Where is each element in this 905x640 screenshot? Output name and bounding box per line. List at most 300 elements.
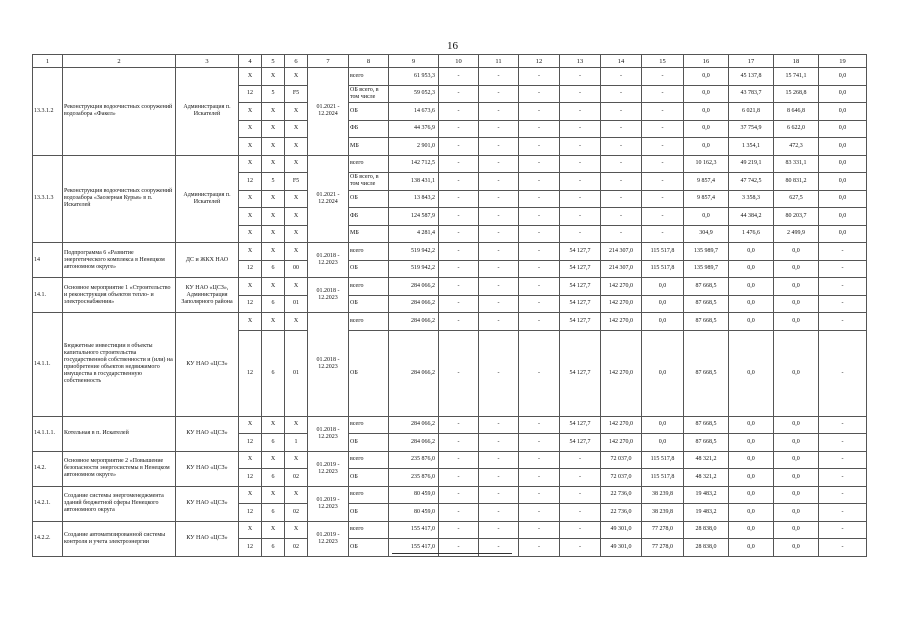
amount-2018: 22 736,0: [601, 486, 642, 504]
section-code: 6: [262, 260, 285, 278]
column-number-row: [33, 55, 867, 68]
amount-2015: -: [479, 173, 519, 191]
table-row: [33, 521, 867, 539]
article-code: X: [285, 313, 308, 331]
amount-2018: 214 307,0: [601, 243, 642, 261]
section-code: X: [262, 68, 285, 86]
amount-total: 155 417,0: [389, 521, 439, 539]
row-executor: КУ НАО «ЦСЗ»: [176, 451, 239, 486]
amount-2022: 0,0: [774, 521, 819, 539]
amount-2016: -: [519, 278, 560, 296]
amount-2018: -: [601, 225, 642, 243]
amount-2023: -: [819, 243, 867, 261]
amount-2019: -: [642, 103, 684, 121]
amount-2022: 0,0: [774, 295, 819, 313]
amount-2022: 0,0: [774, 434, 819, 452]
amount-2019: -: [642, 173, 684, 191]
article-code: X: [285, 138, 308, 156]
amount-2016: -: [519, 155, 560, 173]
amount-2021: 6 021,8: [729, 103, 774, 121]
amount-2021: 37 754,9: [729, 120, 774, 138]
amount-2021: 0,0: [729, 313, 774, 331]
amount-2016: -: [519, 451, 560, 469]
table-row: [33, 313, 867, 331]
row-executor: Администрация п. Искателей: [176, 155, 239, 243]
amount-2015: -: [479, 243, 519, 261]
grbs-code: X: [239, 416, 262, 434]
amount-2019: 0,0: [642, 313, 684, 331]
amount-2018: -: [601, 120, 642, 138]
amount-2022: 0,0: [774, 243, 819, 261]
article-code: X: [285, 208, 308, 226]
grbs-code: X: [239, 120, 262, 138]
column-number: 13: [560, 55, 601, 68]
amount-2020: 0,0: [684, 85, 729, 103]
amount-total: 235 876,0: [389, 469, 439, 487]
amount-2023: 0,0: [819, 155, 867, 173]
article-code: 02: [285, 539, 308, 557]
amount-2017: -: [560, 85, 601, 103]
amount-2023: -: [819, 539, 867, 557]
amount-2014: -: [439, 539, 479, 557]
amount-2020: 135 989,7: [684, 260, 729, 278]
article-code: 01: [285, 330, 308, 416]
row-code: 14.2.1.: [33, 486, 63, 521]
amount-2021: 1 354,1: [729, 138, 774, 156]
column-number: 2: [63, 55, 176, 68]
row-name: Бюджетные инвестиции в объекты капитального строительства государственной собственности и (или) на приобретение объектов недвижимого имущества в государственную собственность: [63, 313, 176, 417]
amount-2019: 115 517,8: [642, 243, 684, 261]
amount-2018: -: [601, 85, 642, 103]
column-number: 6: [285, 55, 308, 68]
amount-2022: 0,0: [774, 278, 819, 296]
row-executor: Администрация п. Искателей: [176, 68, 239, 156]
amount-2016: -: [519, 190, 560, 208]
amount-2020: 304,9: [684, 225, 729, 243]
amount-2016: -: [519, 434, 560, 452]
amount-2019: -: [642, 68, 684, 86]
column-number: 3: [176, 55, 239, 68]
amount-2016: -: [519, 120, 560, 138]
amount-2019: 0,0: [642, 330, 684, 416]
amount-2020: 87 668,5: [684, 330, 729, 416]
amount-2017: -: [560, 103, 601, 121]
amount-2014: -: [439, 504, 479, 522]
grbs-code: 12: [239, 330, 262, 416]
article-code: 02: [285, 504, 308, 522]
amount-total: 284 066,2: [389, 295, 439, 313]
amount-2021: 3 358,3: [729, 190, 774, 208]
amount-2015: -: [479, 313, 519, 331]
amount-2021: 0,0: [729, 330, 774, 416]
amount-2020: 87 668,5: [684, 434, 729, 452]
table-row: [33, 243, 867, 261]
amount-2018: 142 270,0: [601, 295, 642, 313]
amount-2015: -: [479, 521, 519, 539]
row-executor: ДС и ЖКХ НАО: [176, 243, 239, 278]
amount-2021: 43 783,7: [729, 85, 774, 103]
amount-2020: 0,0: [684, 120, 729, 138]
amount-2019: 115 517,8: [642, 451, 684, 469]
amount-2016: -: [519, 103, 560, 121]
amount-2022: 627,5: [774, 190, 819, 208]
amount-2017: -: [560, 225, 601, 243]
amount-2015: -: [479, 469, 519, 487]
amount-2019: -: [642, 120, 684, 138]
section-code: X: [262, 103, 285, 121]
column-number: 17: [729, 55, 774, 68]
amount-total: 519 942,2: [389, 260, 439, 278]
column-number: 4: [239, 55, 262, 68]
grbs-code: 12: [239, 85, 262, 103]
amount-2019: -: [642, 190, 684, 208]
amount-2015: -: [479, 103, 519, 121]
amount-2014: -: [439, 85, 479, 103]
funding-source: ОБ всего, в том числе: [349, 85, 389, 103]
section-code: X: [262, 243, 285, 261]
amount-2018: -: [601, 190, 642, 208]
amount-2015: -: [479, 260, 519, 278]
article-code: X: [285, 416, 308, 434]
row-executor: КУ НАО «ЦСЗ», Администрация Заполярного района: [176, 278, 239, 313]
column-number: 18: [774, 55, 819, 68]
table-row: [33, 68, 867, 86]
amount-total: 284 066,2: [389, 330, 439, 416]
article-code: X: [285, 155, 308, 173]
funding-source: ОБ: [349, 504, 389, 522]
column-number: 16: [684, 55, 729, 68]
amount-2019: 77 278,0: [642, 521, 684, 539]
article-code: X: [285, 243, 308, 261]
amount-2015: -: [479, 138, 519, 156]
amount-2021: 0,0: [729, 504, 774, 522]
funding-source: МБ: [349, 138, 389, 156]
grbs-code: X: [239, 243, 262, 261]
grbs-code: X: [239, 313, 262, 331]
article-code: 01: [285, 295, 308, 313]
amount-2016: -: [519, 138, 560, 156]
amount-2016: -: [519, 539, 560, 557]
grbs-code: X: [239, 190, 262, 208]
amount-2017: -: [560, 138, 601, 156]
amount-2019: 77 278,0: [642, 539, 684, 557]
amount-2020: 0,0: [684, 68, 729, 86]
article-code: X: [285, 103, 308, 121]
amount-2019: -: [642, 208, 684, 226]
amount-2017: -: [560, 120, 601, 138]
table-row: [33, 155, 867, 173]
amount-total: 2 901,0: [389, 138, 439, 156]
amount-2016: -: [519, 68, 560, 86]
row-code: 13.3.1.3: [33, 155, 63, 243]
column-number: 8: [349, 55, 389, 68]
amount-2018: 142 270,0: [601, 416, 642, 434]
amount-2016: -: [519, 85, 560, 103]
row-name: Основное мероприятие 2 «Повышение безопасности энергосистемы в Ненецком автономном округе»: [63, 451, 176, 486]
table-row: [33, 416, 867, 434]
amount-2018: -: [601, 208, 642, 226]
amount-2016: -: [519, 521, 560, 539]
amount-2017: -: [560, 521, 601, 539]
amount-2021: 0,0: [729, 486, 774, 504]
amount-2020: 87 668,5: [684, 416, 729, 434]
amount-2017: 54 127,7: [560, 295, 601, 313]
amount-2019: -: [642, 225, 684, 243]
amount-total: 14 673,6: [389, 103, 439, 121]
amount-2019: -: [642, 138, 684, 156]
amount-2020: 87 668,5: [684, 313, 729, 331]
column-number: 14: [601, 55, 642, 68]
amount-2022: 2 499,9: [774, 225, 819, 243]
section-code: X: [262, 155, 285, 173]
funding-source: всего: [349, 155, 389, 173]
amount-2017: -: [560, 451, 601, 469]
amount-2014: -: [439, 260, 479, 278]
row-code: 14.1.1.1.: [33, 416, 63, 451]
row-code: 14.1.1.: [33, 313, 63, 417]
amount-2014: -: [439, 486, 479, 504]
amount-2022: 0,0: [774, 260, 819, 278]
article-code: X: [285, 451, 308, 469]
grbs-code: X: [239, 521, 262, 539]
amount-2018: 142 270,0: [601, 330, 642, 416]
amount-2023: -: [819, 313, 867, 331]
section-code: X: [262, 120, 285, 138]
funding-source: ОБ: [349, 469, 389, 487]
grbs-code: 12: [239, 295, 262, 313]
section-code: X: [262, 486, 285, 504]
amount-2017: 54 127,7: [560, 243, 601, 261]
amount-total: 284 066,2: [389, 416, 439, 434]
funding-source: МБ: [349, 225, 389, 243]
amount-2015: -: [479, 486, 519, 504]
amount-2018: -: [601, 138, 642, 156]
amount-2018: 72 037,0: [601, 469, 642, 487]
amount-2014: -: [439, 243, 479, 261]
row-name: Основное мероприятие 1 «Строительство и реконструкция объектов тепло- и электроснабжения»: [63, 278, 176, 313]
amount-2019: 0,0: [642, 295, 684, 313]
amount-2014: -: [439, 330, 479, 416]
amount-2014: -: [439, 68, 479, 86]
amount-total: 519 942,2: [389, 243, 439, 261]
table-body: [33, 55, 867, 557]
amount-2021: 47 742,5: [729, 173, 774, 191]
amount-2023: -: [819, 486, 867, 504]
grbs-code: 12: [239, 434, 262, 452]
funding-source: всего: [349, 521, 389, 539]
table-row: [33, 451, 867, 469]
row-code: 13.3.1.2: [33, 68, 63, 156]
amount-2015: -: [479, 208, 519, 226]
amount-2018: -: [601, 155, 642, 173]
section-code: X: [262, 521, 285, 539]
amount-2022: 0,0: [774, 504, 819, 522]
row-code: 14.1.: [33, 278, 63, 313]
amount-2021: 0,0: [729, 278, 774, 296]
row-name: Подпрограмма 6 «Развитие энергетического комплекса в Ненецком автономном округе»: [63, 243, 176, 278]
grbs-code: 12: [239, 260, 262, 278]
amount-2016: -: [519, 243, 560, 261]
column-number: 15: [642, 55, 684, 68]
amount-2021: 0,0: [729, 416, 774, 434]
amount-2020: 48 321,2: [684, 469, 729, 487]
funding-source: всего: [349, 278, 389, 296]
amount-2014: -: [439, 173, 479, 191]
amount-2020: 28 838,0: [684, 521, 729, 539]
grbs-code: X: [239, 486, 262, 504]
amount-2016: -: [519, 295, 560, 313]
section-code: 6: [262, 539, 285, 557]
row-name: Реконструкция водоочистных сооружений водозабора «Заозерная Курья» в п. Искателей: [63, 155, 176, 243]
column-number: 10: [439, 55, 479, 68]
amount-2014: -: [439, 416, 479, 434]
amount-2015: -: [479, 434, 519, 452]
amount-2015: -: [479, 330, 519, 416]
amount-2021: 0,0: [729, 469, 774, 487]
amount-2017: 54 127,7: [560, 416, 601, 434]
funding-source: ОБ всего, в том числе: [349, 173, 389, 191]
amount-2022: 0,0: [774, 469, 819, 487]
row-executor: КУ НАО «ЦСЗ»: [176, 416, 239, 451]
amount-2023: -: [819, 434, 867, 452]
section-code: X: [262, 313, 285, 331]
amount-2019: 38 239,8: [642, 504, 684, 522]
section-code: X: [262, 190, 285, 208]
amount-2022: 80 203,7: [774, 208, 819, 226]
period-cell: 01.2019 - 12.2023: [308, 486, 349, 521]
amount-2017: 54 127,7: [560, 434, 601, 452]
amount-2019: -: [642, 155, 684, 173]
amount-2023: -: [819, 521, 867, 539]
section-code: X: [262, 225, 285, 243]
amount-2023: 0,0: [819, 68, 867, 86]
amount-2022: 15 741,1: [774, 68, 819, 86]
amount-2016: -: [519, 208, 560, 226]
amount-2023: 0,0: [819, 208, 867, 226]
amount-2023: 0,0: [819, 85, 867, 103]
amount-2014: -: [439, 190, 479, 208]
period-cell: 01.2018 - 12.2023: [308, 278, 349, 313]
amount-2017: 54 127,7: [560, 278, 601, 296]
column-number: 9: [389, 55, 439, 68]
amount-2016: -: [519, 504, 560, 522]
amount-2021: 0,0: [729, 539, 774, 557]
amount-2023: 0,0: [819, 120, 867, 138]
amount-2020: 0,0: [684, 208, 729, 226]
amount-2019: 0,0: [642, 434, 684, 452]
amount-2018: -: [601, 173, 642, 191]
amount-2016: -: [519, 416, 560, 434]
section-code: 5: [262, 85, 285, 103]
amount-2016: -: [519, 330, 560, 416]
grbs-code: 12: [239, 504, 262, 522]
section-code: 6: [262, 330, 285, 416]
amount-2014: -: [439, 103, 479, 121]
amount-2020: 0,0: [684, 138, 729, 156]
funding-source: ОБ: [349, 434, 389, 452]
grbs-code: X: [239, 103, 262, 121]
amount-total: 80 459,0: [389, 504, 439, 522]
amount-2015: -: [479, 295, 519, 313]
section-code: X: [262, 451, 285, 469]
amount-2021: 45 137,8: [729, 68, 774, 86]
amount-2017: -: [560, 190, 601, 208]
amount-total: 80 459,0: [389, 486, 439, 504]
section-code: X: [262, 278, 285, 296]
amount-2020: 0,0: [684, 103, 729, 121]
section-code: X: [262, 416, 285, 434]
amount-2023: -: [819, 330, 867, 416]
section-code: 6: [262, 469, 285, 487]
period-cell: 01.2018 - 12.2023: [308, 243, 349, 278]
funding-source: ФБ: [349, 208, 389, 226]
grbs-code: X: [239, 155, 262, 173]
amount-2021: 0,0: [729, 451, 774, 469]
section-code: 6: [262, 295, 285, 313]
grbs-code: X: [239, 138, 262, 156]
period-cell: 01.2018 - 12.2023: [308, 313, 349, 417]
amount-total: 44 376,9: [389, 120, 439, 138]
amount-2022: 0,0: [774, 539, 819, 557]
amount-2014: -: [439, 225, 479, 243]
funding-source: ОБ: [349, 330, 389, 416]
amount-2022: 6 622,0: [774, 120, 819, 138]
amount-2018: 22 736,0: [601, 504, 642, 522]
funding-source: всего: [349, 451, 389, 469]
amount-2023: 0,0: [819, 138, 867, 156]
funding-source: ОБ: [349, 295, 389, 313]
amount-2018: 214 307,0: [601, 260, 642, 278]
amount-2014: -: [439, 295, 479, 313]
row-code: 14.2.2.: [33, 521, 63, 556]
amount-2015: -: [479, 155, 519, 173]
funding-source: всего: [349, 243, 389, 261]
amount-2023: 0,0: [819, 190, 867, 208]
budget-table: [32, 54, 867, 557]
article-code: X: [285, 120, 308, 138]
amount-2017: -: [560, 173, 601, 191]
amount-2015: -: [479, 120, 519, 138]
column-number: 5: [262, 55, 285, 68]
grbs-code: X: [239, 278, 262, 296]
funding-source: всего: [349, 486, 389, 504]
column-number: 7: [308, 55, 349, 68]
amount-total: 235 876,0: [389, 451, 439, 469]
amount-2017: 54 127,7: [560, 330, 601, 416]
amount-2017: -: [560, 208, 601, 226]
amount-2014: -: [439, 155, 479, 173]
period-cell: 01.2019 - 12.2023: [308, 521, 349, 556]
amount-2015: -: [479, 190, 519, 208]
amount-2023: -: [819, 295, 867, 313]
amount-2015: -: [479, 416, 519, 434]
funding-source: ФБ: [349, 120, 389, 138]
period-cell: 01.2021 - 12.2024: [308, 155, 349, 243]
amount-total: 284 066,2: [389, 434, 439, 452]
amount-2020: 135 989,7: [684, 243, 729, 261]
grbs-code: 12: [239, 173, 262, 191]
amount-2021: 1 476,6: [729, 225, 774, 243]
section-code: 6: [262, 504, 285, 522]
article-code: X: [285, 486, 308, 504]
grbs-code: 12: [239, 469, 262, 487]
amount-2014: -: [439, 434, 479, 452]
amount-2017: -: [560, 68, 601, 86]
funding-source: ОБ: [349, 103, 389, 121]
row-code: 14: [33, 243, 63, 278]
amount-2021: 0,0: [729, 243, 774, 261]
funding-source: всего: [349, 68, 389, 86]
